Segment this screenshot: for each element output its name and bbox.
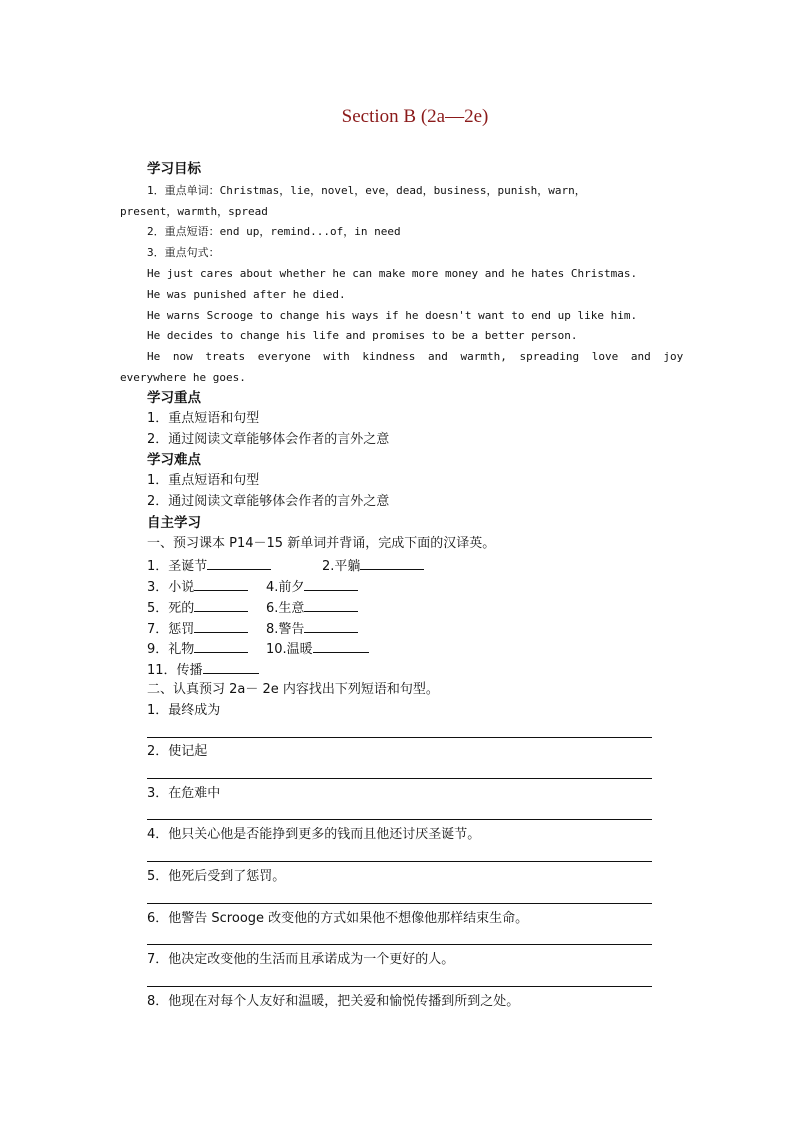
answer-line[interactable] xyxy=(147,819,652,820)
difficulty-item: 1．重点短语和句型 xyxy=(147,473,260,488)
difficulties-heading: 学习难点 xyxy=(147,452,201,468)
vocab-item: 2.平躺 xyxy=(322,556,424,576)
vocab-item: 1．圣诞节 xyxy=(147,556,271,576)
translate-prompt: 8．他现在对每个人友好和温暖，把关爱和愉悦传播到所到之处。 xyxy=(147,994,520,1009)
answer-blank[interactable] xyxy=(194,577,248,591)
answer-line[interactable] xyxy=(147,778,652,779)
answer-line[interactable] xyxy=(147,737,652,738)
objective-sentence: He decides to change his life and promises to be a better person. xyxy=(147,329,578,342)
answer-blank[interactable] xyxy=(194,639,248,653)
answer-blank[interactable] xyxy=(313,639,369,653)
objective-words: 1．重点单词：Christmas，lie，novel，eve，dead，business，punish，warn， xyxy=(147,184,586,197)
vocab-item: 7．惩罚 xyxy=(147,619,248,639)
translate-prompt: 2．使记起 xyxy=(147,744,208,759)
answer-blank[interactable] xyxy=(194,598,248,612)
objectives-heading: 学习目标 xyxy=(147,161,201,177)
answer-blank[interactable] xyxy=(360,556,424,570)
vocab-item: 8.警告 xyxy=(266,619,358,639)
part1-instruction: 一、预习课本 P14－15 新单词并背诵，完成下面的汉译英。 xyxy=(147,536,496,551)
self-study-heading: 自主学习 xyxy=(147,515,201,531)
answer-blank[interactable] xyxy=(304,598,358,612)
answer-line[interactable] xyxy=(147,944,652,945)
key-points-heading: 学习重点 xyxy=(147,390,201,406)
answer-blank[interactable] xyxy=(304,619,358,633)
vocab-item: 3．小说 xyxy=(147,577,248,597)
objective-sentence: He warns Scrooge to change his ways if he doesn't want to end up like him. xyxy=(147,309,638,322)
objective-sentence-cont: everywhere he goes. xyxy=(120,371,246,384)
translate-prompt: 4．他只关心他是否能挣到更多的钱而且他还讨厌圣诞节。 xyxy=(147,827,481,842)
answer-line[interactable] xyxy=(147,903,652,904)
translate-prompt: 5．他死后受到了惩罚。 xyxy=(147,869,286,884)
objective-sentence: He was punished after he died. xyxy=(147,288,346,301)
answer-line[interactable] xyxy=(147,986,652,987)
answer-blank[interactable] xyxy=(304,577,358,591)
vocab-item: 5．死的 xyxy=(147,598,248,618)
vocab-item: 4.前夕 xyxy=(266,577,358,597)
objective-phrases: 2．重点短语：end up，remind...of，in need xyxy=(147,225,401,238)
objective-sentence: He just cares about whether he can make more money and he hates Christmas. xyxy=(147,267,638,280)
vocab-item: 11．传播 xyxy=(147,660,259,680)
translate-prompt: 1．最终成为 xyxy=(147,703,221,718)
objective-words-cont: present，warmth，spread xyxy=(120,205,268,218)
difficulty-item: 2．通过阅读文章能够体会作者的言外之意 xyxy=(147,494,390,509)
vocab-item: 9．礼物 xyxy=(147,639,248,659)
objective-sentence: He now treats everyone with kindness and warmth, spreading love and joy xyxy=(147,350,684,363)
answer-blank[interactable] xyxy=(203,660,259,674)
vocab-item: 10.温暖 xyxy=(266,639,369,659)
translate-prompt: 6．他警告 Scrooge 改变他的方式如果他不想像他那样结束生命。 xyxy=(147,911,529,926)
part2-instruction: 二、认真预习 2a－ 2e 内容找出下列短语和句型。 xyxy=(147,682,439,697)
objective-sentences-label: 3．重点句式： xyxy=(147,246,220,259)
answer-blank[interactable] xyxy=(207,556,271,570)
page-title: Section B (2a—2e) xyxy=(341,106,489,127)
key-point-item: 1．重点短语和句型 xyxy=(147,411,260,426)
translate-prompt: 7．他决定改变他的生活而且承诺成为一个更好的人。 xyxy=(147,952,455,967)
key-point-item: 2．通过阅读文章能够体会作者的言外之意 xyxy=(147,432,390,447)
translate-prompt: 3．在危难中 xyxy=(147,786,221,801)
answer-line[interactable] xyxy=(147,861,652,862)
vocab-item: 6.生意 xyxy=(266,598,358,618)
answer-blank[interactable] xyxy=(194,619,248,633)
